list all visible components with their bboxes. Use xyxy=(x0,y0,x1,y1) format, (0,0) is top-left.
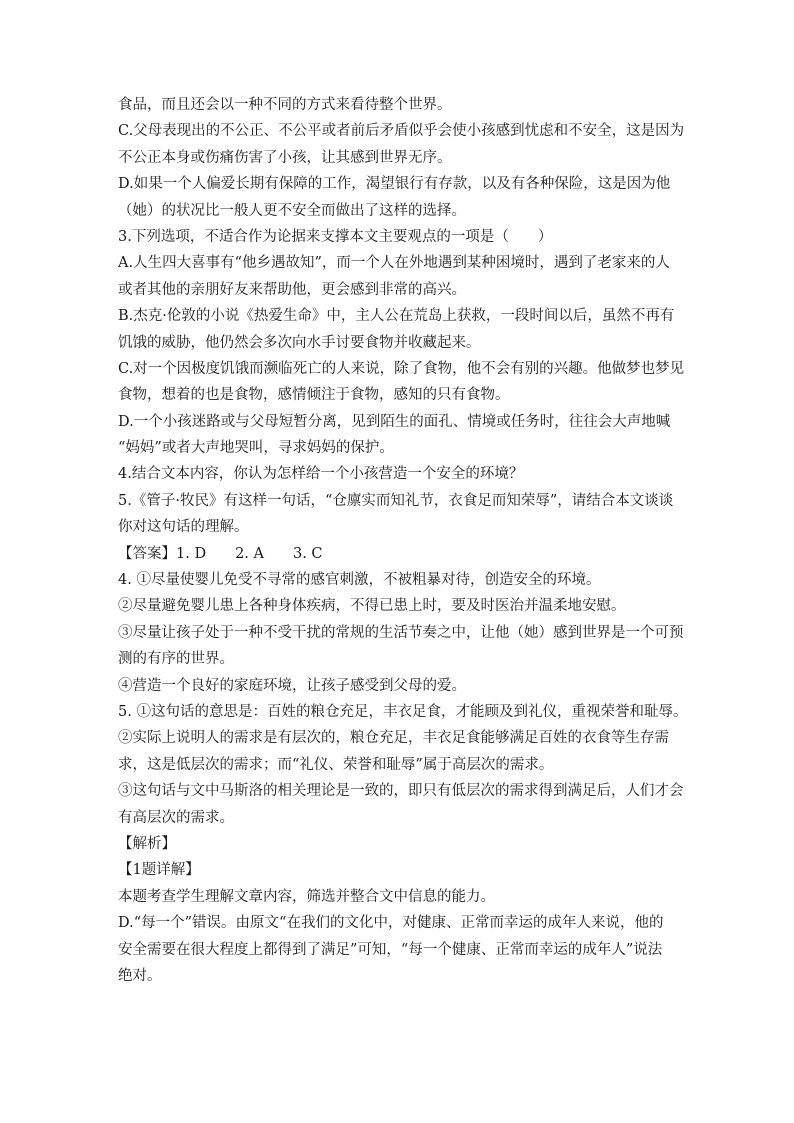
text-line: 3.下列选项，不适合作为论据来支撑本文主要观点的一项是（ ） xyxy=(118,228,553,245)
text-line: 不公正本身或伤痛伤害了小孩，让其感到世界无序。 xyxy=(118,149,452,166)
text-line: 或者其他的亲朋好友来帮助他，更会感到非常的高兴。 xyxy=(118,281,466,298)
text-line: 本题考查学生理解文章内容，筛选并整合文中信息的能力。 xyxy=(118,888,495,905)
text-line: 4. ①尽量使婴儿免受不寻常的感官刺激，不被粗暴对待，创造安全的环境。 xyxy=(118,572,601,589)
text-line: ③尽量让孩子处于一种不受干扰的常规的生活节奏之中，让他（她）感到世界是一个可预 xyxy=(118,624,684,641)
text-line: 食品，而且还会以一种不同的方式来看待整个世界。 xyxy=(118,97,452,113)
text-line: D.一个小孩迷路或与父母短暂分离，见到陌生的面孔、情境或任务时，往往会大声地喊 xyxy=(118,413,671,430)
text-line: 【答案】1. D 2. A 3. C xyxy=(118,545,323,562)
text-line: 食物，想着的也是食物，感情倾注于食物，感知的只有食物。 xyxy=(118,387,510,404)
text-line: D.如果一个人偏爱长期有保障的工作，渴望银行有存款，以及有各种保险，这是因为他 xyxy=(118,176,671,193)
text-line: 【1题详解】 xyxy=(118,862,200,879)
text-line: 5.《管子·牧民》有这样一句话，“仓廪实而知礼节，衣食足而知荣辱”，请结合本文谈谈 xyxy=(118,492,674,509)
text-line: 求，这是低层次的需求；而“礼仪、荣誉和耻辱”属于高层次的需求。 xyxy=(118,756,554,773)
text-line: 你对这句话的理解。 xyxy=(118,519,249,536)
document-body xyxy=(118,92,688,989)
text-line: “妈妈”或者大声地哭叫，寻求妈妈的保护。 xyxy=(118,440,394,457)
text-line: 有高层次的需求。 xyxy=(118,809,234,826)
text-line: 【解析】 xyxy=(118,835,176,852)
text-line: ③这句话与文中马斯洛的相关理论是一致的，即只有低层次的需求得到满足后，人们才会 xyxy=(118,783,684,800)
text-line: D.“每一个”错误。由原文“在我们的文化中，对健康、正常而幸运的成年人来说，他的 xyxy=(118,915,664,932)
text-line: ④营造一个良好的家庭环境，让孩子感受到父母的爱。 xyxy=(118,677,466,694)
text-line: （她）的状况比一般人更不安全而做出了这样的选择。 xyxy=(118,202,466,219)
text-line: 绝对。 xyxy=(118,967,162,984)
text-line: 饥饿的威胁，他仍然会多次向水手讨要食物并收藏起来。 xyxy=(118,334,481,351)
text-line: ②实际上说明人的需求是有层次的，粮仓充足，丰衣足食能够满足百姓的衣食等生存需 xyxy=(118,730,669,747)
text-line: A.人生四大喜事有“他乡遇故知”，而一个人在外地遇到某种困境时，遇到了老家来的人 xyxy=(118,255,670,272)
text-line: 5. ①这句话的意思是：百姓的粮仓充足，丰衣足食，才能顾及到礼仪，重视荣誉和耻辱。 xyxy=(118,703,688,720)
text-line: 安全需要在很大程度上都得到了满足”可知，“每一个健康、正常而幸运的成年人”说法 xyxy=(118,941,663,958)
text-line: B.杰克·伦敦的小说《热爱生命》中，主人公在荒岛上获救，一段时间以后，虽然不再有 xyxy=(118,308,675,325)
text-line: 4.结合文本内容，你认为怎样给一个小孩营造一个安全的环境？ xyxy=(118,466,524,483)
text-line: C.父母表现出的不公正、不公平或者前后矛盾似乎会使小孩感到忧虑和不安全，这是因为 xyxy=(118,123,685,140)
text-line: C.对一个因极度饥饿而濒临死亡的人来说，除了食物，他不会有别的兴趣。他做梦也梦见 xyxy=(118,360,685,377)
text-line: 测的有序的世界。 xyxy=(118,651,234,668)
text-line: ②尽量避免婴儿患上各种身体疾病，不得已患上时，要及时医治并温柔地安慰。 xyxy=(118,598,626,615)
